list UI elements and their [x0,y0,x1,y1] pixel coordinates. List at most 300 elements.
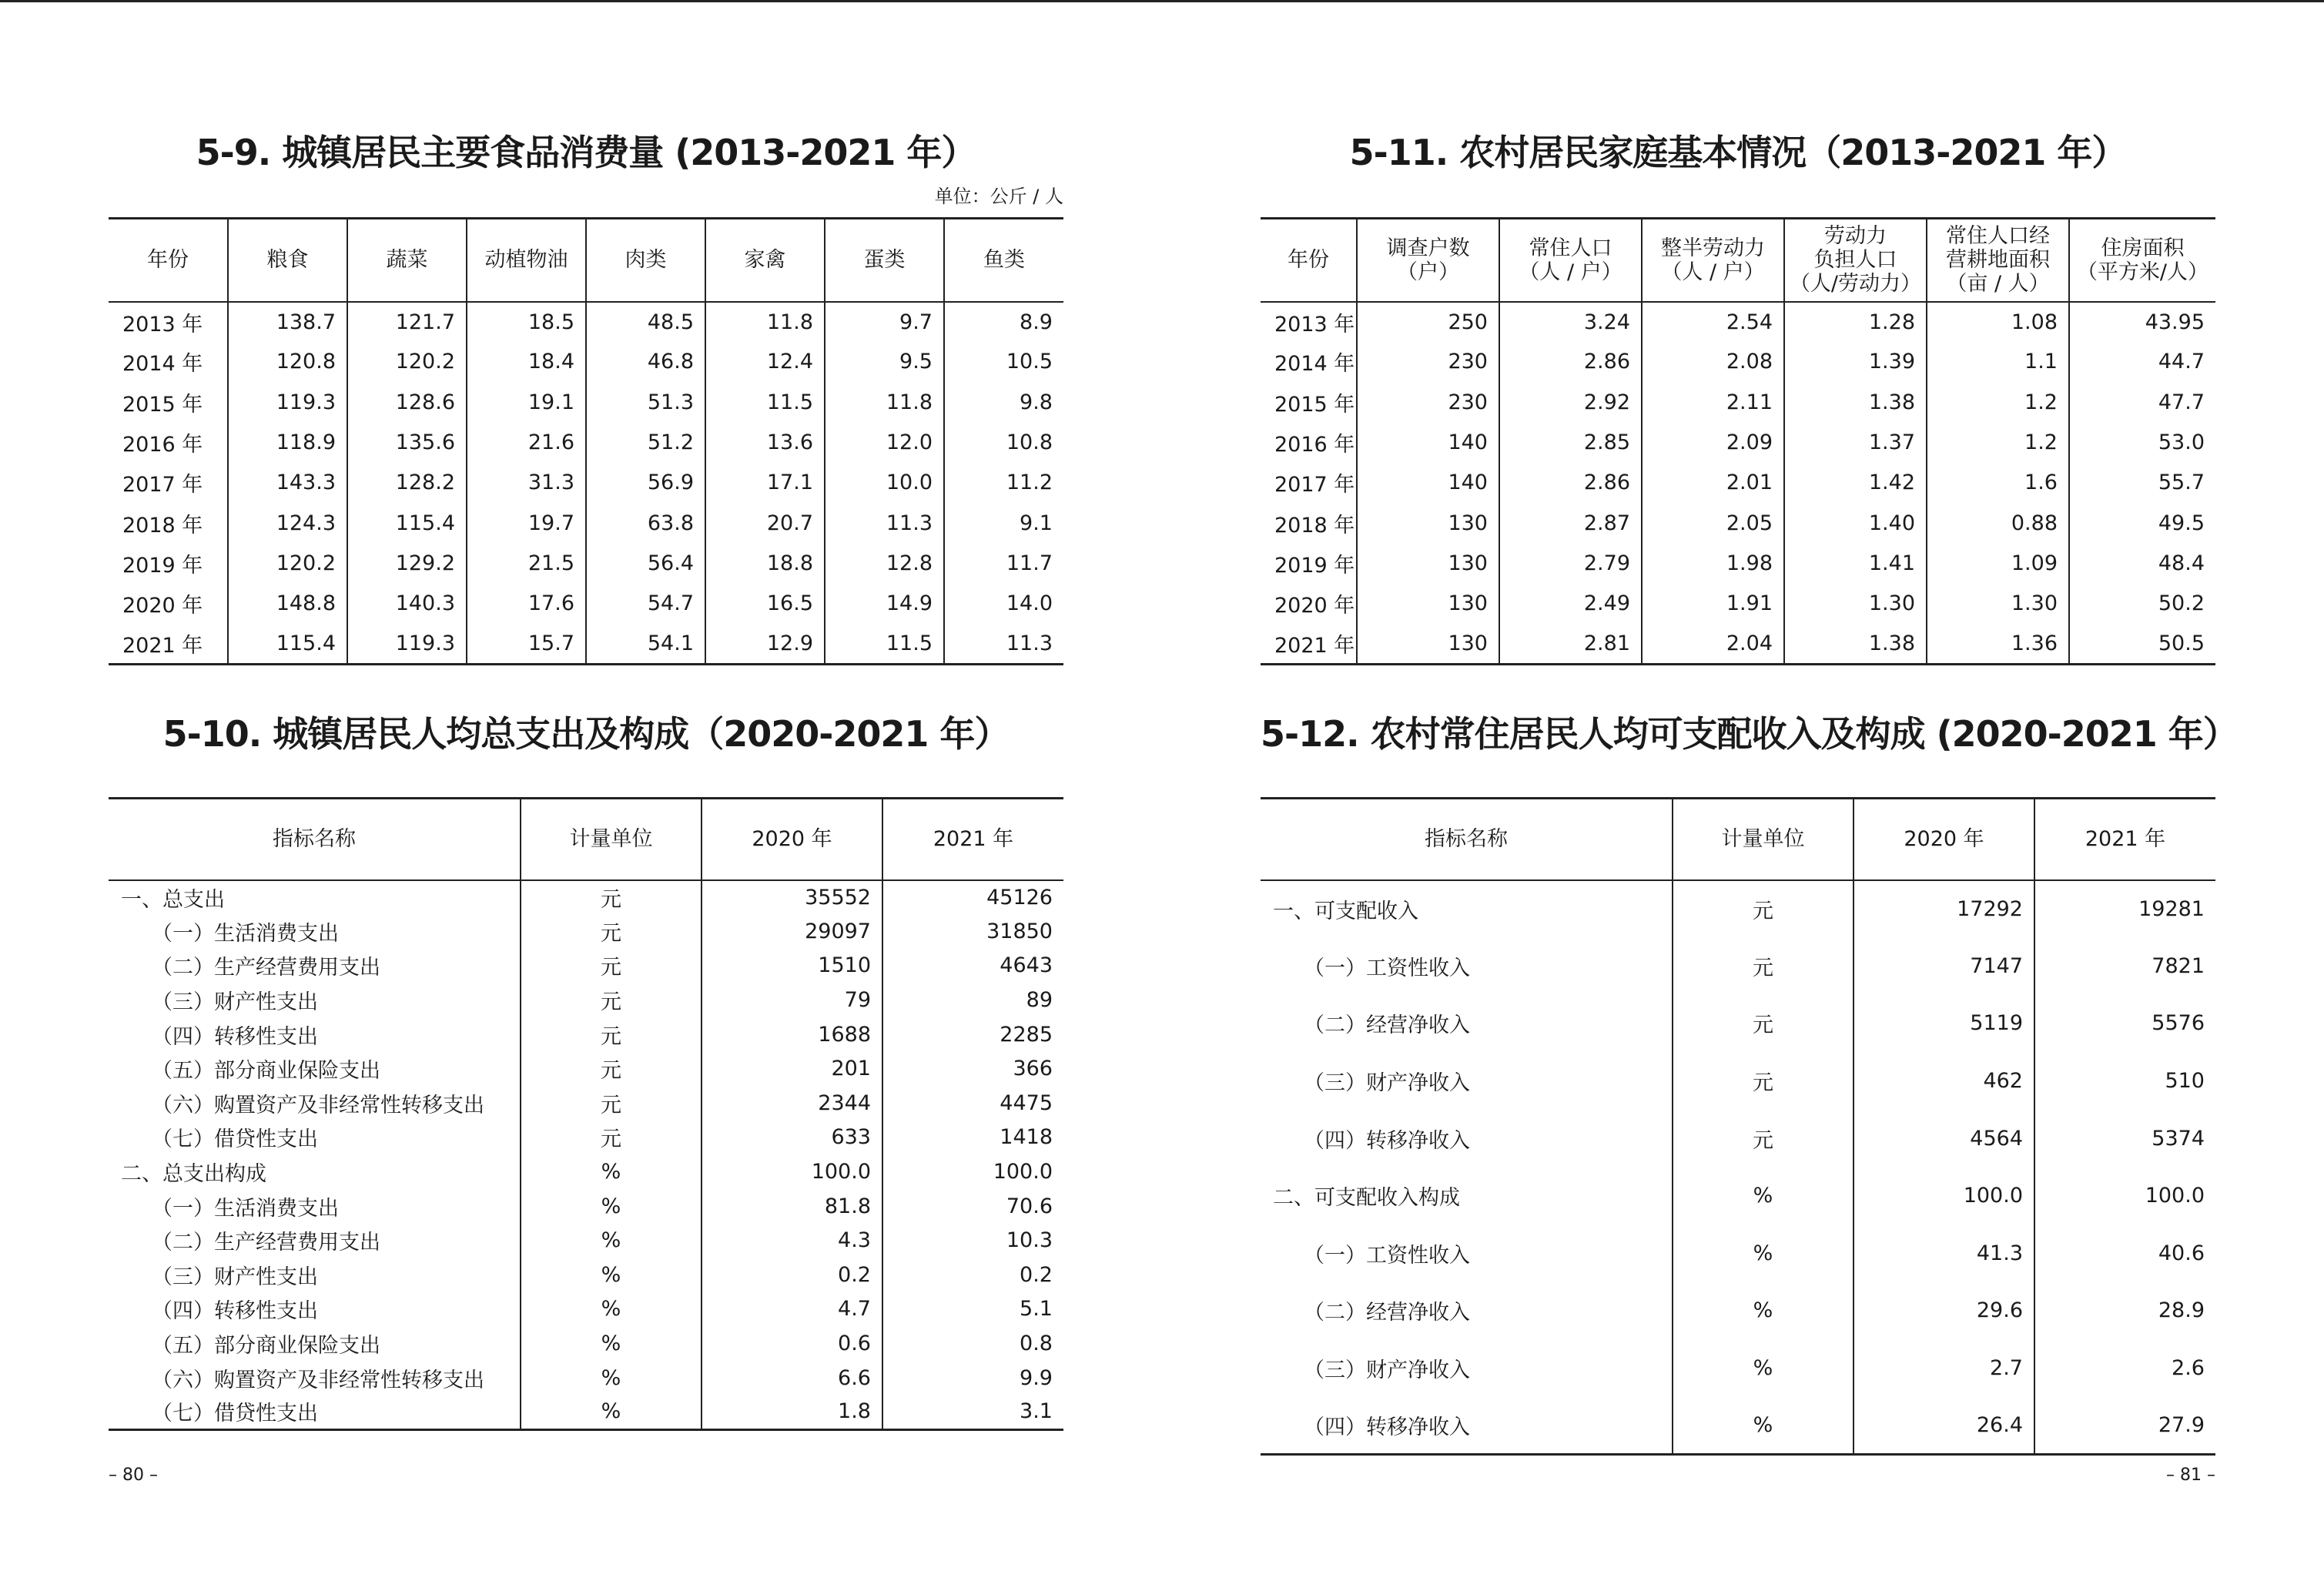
table-row [1261,543,2215,583]
table-cell: 11.5 [705,382,825,422]
table-row [1261,937,2215,995]
table-cell: 9.7 [825,302,944,342]
table-cell: % [1673,1339,1854,1397]
table-5-12 [1261,797,2215,1456]
table-cell: 100.0 [1854,1167,2034,1225]
table-cell: 17.6 [467,584,586,624]
table-cell: 1.40 [1784,503,1927,543]
table-cell: 元 [521,1086,702,1121]
table-row [1261,1339,2215,1397]
table-cell: 元 [521,1121,702,1155]
table-cell: 7147 [1854,937,2034,995]
table-cell: 49.5 [2158,511,2205,535]
table-cell: 元 [1673,995,1854,1053]
table-row [109,503,1063,543]
table-5-9-unit: 单位：公斤 / 人 [934,186,1063,207]
table-cell: 11.2 [1006,471,1053,495]
table-cell: 10.5 [1006,350,1053,374]
table-cell: 1.36 [1927,624,2069,664]
top-border [0,0,2324,2]
table-cell: 118.9 [228,422,347,462]
table-cell: 18.4 [467,342,586,382]
table-cell: 1.1 [1927,342,2069,382]
table-cell: 115.4 [228,624,347,664]
column-header: 年份 [1261,219,1357,302]
table-row [109,543,1063,583]
table-cell: 2020 年 [1261,584,1357,624]
table-cell: 119.3 [347,624,467,664]
table-cell: 26.4 [1854,1397,2034,1455]
table-5-12-title: 5-12. 农村常住居民人均可支配收入及构成 (2020-2021 年） [1261,713,2238,755]
table-cell: 2018 年 [109,503,228,543]
table-cell: 510 [2165,1069,2205,1094]
column-header: 2020 年 [1854,799,2034,880]
table-cell: 11.3 [1006,631,1053,655]
table-cell: （三）财产净收入 [1261,1052,1673,1110]
table-cell: 14.9 [825,584,944,624]
table-cell: 48.5 [586,302,705,342]
table-cell: 130 [1357,584,1499,624]
table-cell: 2.92 [1499,382,1642,422]
table-5-9 [109,217,1063,665]
table-cell: 1.6 [1927,463,2069,503]
column-header: 年份 [109,219,228,302]
table-cell: 2285 [1000,1022,1053,1047]
table-cell: 元 [1673,880,1854,938]
table-cell: 10.0 [825,463,944,503]
column-header: 蛋类 [825,219,944,302]
table-cell: 55.7 [2158,471,2205,495]
table-cell: （一）生活消费支出 [109,1189,521,1224]
table-row [109,1121,1063,1155]
column-header: 指标名称 [109,799,521,880]
table-cell: 47.7 [2158,390,2205,414]
table-cell: 1418 [1000,1125,1053,1150]
table-cell: 2.87 [1499,503,1642,543]
table-row [109,880,1063,915]
table-cell: （三）财产净收入 [1261,1339,1673,1397]
table-row [1261,995,2215,1053]
column-header: 指标名称 [1261,799,1673,880]
table-cell: 130 [1357,503,1499,543]
table-cell: 2.09 [1642,422,1784,462]
column-header: 调查户数 （户） [1357,219,1499,302]
table-cell: （二）生产经营费用支出 [109,1223,521,1258]
table-cell: 148.8 [228,584,347,624]
page-number-right: – 81 – [2166,1466,2215,1485]
table-cell: 3.24 [1499,302,1642,342]
table-cell: 140 [1357,463,1499,503]
table-cell: 2344 [702,1086,882,1121]
table-cell: 201 [702,1051,882,1086]
table-cell: 53.0 [2158,431,2205,455]
table-cell: 366 [1013,1057,1053,1081]
table-row [1261,382,2215,422]
table-cell: 元 [521,983,702,1017]
table-cell: 5119 [1854,995,2034,1053]
table-cell: （六）购置资产及非经常性转移支出 [109,1361,521,1395]
table-cell: 0.6 [702,1326,882,1361]
table-cell: 28.9 [2158,1298,2205,1323]
table-cell: 128.2 [347,463,467,503]
table-cell: 12.4 [705,342,825,382]
table-cell: 8.9 [1020,310,1053,334]
table-5-12-section [1261,697,2238,1448]
table-cell: 18.8 [705,543,825,583]
table-cell: 2018 年 [1261,503,1357,543]
table-cell: 119.3 [228,382,347,422]
table-cell: （七）借贷性支出 [109,1395,521,1429]
table-row [109,983,1063,1017]
table-cell: （四）转移净收入 [1261,1110,1673,1168]
table-cell: 1688 [702,1017,882,1052]
table-cell: （二）生产经营费用支出 [109,949,521,983]
table-cell: 2020 年 [109,584,228,624]
table-cell: 2.11 [1642,382,1784,422]
table-cell: 1.41 [1784,543,1927,583]
table-cell: 0.2 [1020,1262,1053,1287]
table-cell: 45126 [986,885,1053,910]
table-row [109,1223,1063,1258]
table-cell: 250 [1357,302,1499,342]
table-cell: （三）财产性支出 [109,1258,521,1292]
table-row [1261,584,2215,624]
table-row [1261,624,2215,664]
table-cell: 89 [1026,988,1053,1013]
table-cell: 1.37 [1784,422,1927,462]
table-cell: 120.2 [347,342,467,382]
table-cell: 31850 [986,919,1053,943]
column-header: 蔬菜 [347,219,467,302]
table-cell: 2014 年 [1261,342,1357,382]
column-header: 常住人口经 营耕地面积 （亩 / 人） [1927,219,2069,302]
table-cell: % [521,1154,702,1189]
table-cell: % [1673,1397,1854,1455]
table-cell: 1.91 [1642,584,1784,624]
table-cell: 1.42 [1784,463,1927,503]
table-cell: 2.86 [1499,342,1642,382]
table-cell: % [521,1292,702,1327]
table-cell: 1.39 [1784,342,1927,382]
table-cell: 1.8 [702,1395,882,1429]
table-cell: 121.7 [347,302,467,342]
table-cell: 2.08 [1642,342,1784,382]
table-cell: 2017 年 [109,463,228,503]
table-cell: （六）购置资产及非经常性转移支出 [109,1086,521,1121]
table-cell: 63.8 [586,503,705,543]
table-5-9-title: 5-9. 城镇居民主要食品消费量 (2013-2021 年） [196,132,976,173]
table-row [109,1154,1063,1189]
table-cell: 1.28 [1784,302,1927,342]
table-row [109,584,1063,624]
table-cell: 50.2 [2158,591,2205,616]
table-cell: （二）经营净收入 [1261,995,1673,1053]
table-row [1261,1110,2215,1168]
table-row [109,624,1063,664]
table-cell: 9.8 [1020,390,1053,414]
table-cell: 129.2 [347,543,467,583]
table-cell: 9.9 [1020,1365,1053,1390]
table-cell: 12.8 [825,543,944,583]
table-cell: 1.30 [1784,584,1927,624]
table-cell: % [1673,1282,1854,1340]
table-row [1261,1225,2215,1282]
column-header: 家禽 [705,219,825,302]
page-number-left: – 80 – [109,1466,158,1485]
table-cell: 5576 [2152,1011,2205,1036]
table-cell: 44.7 [2158,350,2205,374]
table-cell: 二、可支配收入构成 [1261,1167,1673,1225]
table-cell: 56.4 [586,543,705,583]
table-5-10-section [109,697,1063,1448]
table-cell: % [1673,1225,1854,1282]
table-cell: 2019 年 [1261,543,1357,583]
table-row [109,1395,1063,1429]
table-row [109,1292,1063,1327]
table-cell: 56.9 [586,463,705,503]
table-cell: 元 [521,1051,702,1086]
table-cell: 5.1 [1020,1297,1053,1322]
table-cell: % [521,1361,702,1395]
table-cell: 43.95 [2145,310,2205,334]
table-cell: 54.1 [586,624,705,664]
table-cell: 40.6 [2158,1241,2205,1265]
table-cell: 70.6 [1006,1194,1053,1218]
table-cell: 元 [521,1017,702,1052]
table-cell: 14.0 [1006,591,1053,616]
table-cell: 18.5 [467,302,586,342]
table-row [1261,463,2215,503]
table-cell: 2.81 [1499,624,1642,664]
table-cell: （四）转移性支出 [109,1017,521,1052]
table-cell: 2.86 [1499,463,1642,503]
table-cell: 2015 年 [109,382,228,422]
table-cell: 1.38 [1784,382,1927,422]
table-5-9-section [109,116,1063,678]
table-cell: % [521,1326,702,1361]
table-cell: 2.05 [1642,503,1784,543]
table-cell: （一）生活消费支出 [109,914,521,949]
table-row [109,302,1063,342]
table-cell: 2016 年 [1261,422,1357,462]
table-cell: 120.8 [228,342,347,382]
table-cell: 50.5 [2158,631,2205,655]
table-5-11 [1261,217,2215,665]
table-cell: 135.6 [347,422,467,462]
table-cell: 1.38 [1784,624,1927,664]
table-cell: 120.2 [228,543,347,583]
table-cell: 0.2 [702,1258,882,1292]
table-cell: （一）工资性收入 [1261,1225,1673,1282]
table-cell: 54.7 [586,584,705,624]
table-cell: 2.04 [1642,624,1784,664]
table-cell: 15.7 [467,624,586,664]
table-row [1261,1052,2215,1110]
table-cell: 17292 [1854,880,2034,938]
table-5-11-title: 5-11. 农村居民家庭基本情况（2013-2021 年） [1349,132,2127,173]
table-cell: 9.1 [1020,511,1053,535]
table-cell: 115.4 [347,503,467,543]
table-cell: 230 [1357,382,1499,422]
table-cell: 12.0 [825,422,944,462]
column-header: 2021 年 [933,827,1014,852]
table-cell: 1.30 [1927,584,2069,624]
column-header: 2021 年 [2085,827,2166,852]
table-cell: 100.0 [702,1154,882,1189]
table-cell: 1.2 [1927,382,2069,422]
table-cell: 11.8 [825,382,944,422]
table-cell: 1510 [702,949,882,983]
table-cell: 2021 年 [1261,624,1357,664]
table-cell: 13.6 [705,422,825,462]
table-row [1261,503,2215,543]
table-cell: （五）部分商业保险支出 [109,1051,521,1086]
table-cell: 元 [1673,1052,1854,1110]
table-cell: 11.8 [705,302,825,342]
table-cell: 81.8 [702,1189,882,1224]
table-cell: （四）转移净收入 [1261,1397,1673,1455]
table-cell: 2014 年 [109,342,228,382]
table-row [1261,880,2215,938]
table-cell: 10.3 [1006,1228,1053,1253]
table-5-11-section [1261,116,2215,678]
table-cell: 48.4 [2158,551,2205,575]
table-cell: 20.7 [705,503,825,543]
table-cell: 11.3 [825,503,944,543]
table-cell: 21.6 [467,422,586,462]
table-row [109,1086,1063,1121]
table-cell: 10.8 [1006,431,1053,455]
table-cell: （二）经营净收入 [1261,1282,1673,1340]
table-cell: 27.9 [2158,1412,2205,1437]
table-cell: 1.98 [1642,543,1784,583]
table-row [109,914,1063,949]
table-cell: 2013 年 [109,302,228,342]
table-cell: % [521,1223,702,1258]
table-cell: 7821 [2152,953,2205,978]
table-cell: 51.3 [586,382,705,422]
table-cell: 5374 [2152,1126,2205,1151]
table-cell: 633 [702,1121,882,1155]
table-cell: 4564 [1854,1110,2034,1168]
table-cell: 2021 年 [109,624,228,664]
table-cell: % [521,1189,702,1224]
table-cell: 21.5 [467,543,586,583]
table-cell: 143.3 [228,463,347,503]
table-cell: （五）部分商业保险支出 [109,1326,521,1361]
table-cell: 462 [1854,1052,2034,1110]
table-5-10-title: 5-10. 城镇居民人均总支出及构成（2020-2021 年） [162,713,1010,755]
table-cell: 2.7 [1854,1339,2034,1397]
table-cell: 100.0 [2145,1184,2205,1208]
table-cell: 19281 [2138,896,2205,921]
table-cell: 1.2 [1927,422,2069,462]
table-row [1261,422,2215,462]
table-cell: 11.7 [1006,551,1053,575]
table-cell: 79 [702,983,882,1017]
table-cell: 29097 [702,914,882,949]
table-5-10 [109,797,1063,1431]
table-cell: （四）转移性支出 [109,1292,521,1327]
table-cell: 29.6 [1854,1282,2034,1340]
table-cell: 2.79 [1499,543,1642,583]
table-cell: 2.85 [1499,422,1642,462]
table-cell: 2013 年 [1261,302,1357,342]
column-header: 2020 年 [702,799,882,880]
table-cell: （三）财产性支出 [109,983,521,1017]
table-cell: 128.6 [347,382,467,422]
table-cell: 元 [1673,937,1854,995]
table-cell: % [521,1395,702,1429]
table-cell: 元 [521,949,702,983]
table-row [109,1189,1063,1224]
column-header: 计量单位 [1673,799,1854,880]
table-row [109,1017,1063,1052]
table-cell: 138.7 [228,302,347,342]
table-row [1261,1167,2215,1225]
table-cell: % [1673,1167,1854,1225]
table-row [109,463,1063,503]
table-row [109,1258,1063,1292]
table-cell: 二、总支出构成 [109,1154,521,1189]
table-cell: % [521,1258,702,1292]
table-row [1261,1282,2215,1340]
table-cell: 一、可支配收入 [1261,880,1673,938]
column-header: 计量单位 [521,799,702,880]
table-cell: 4.3 [702,1223,882,1258]
table-cell: 130 [1357,624,1499,664]
table-cell: 51.2 [586,422,705,462]
table-cell: 2.54 [1642,302,1784,342]
table-cell: 2.01 [1642,463,1784,503]
table-cell: 130 [1357,543,1499,583]
column-header: 整半劳动力 （人 / 户） [1642,219,1784,302]
table-cell: 4.7 [702,1292,882,1327]
table-cell: 一、总支出 [109,880,521,915]
column-header: 肉类 [586,219,705,302]
table-cell: 元 [1673,1110,1854,1168]
column-header: 常住人口 （人 / 户） [1499,219,1642,302]
table-cell: 2016 年 [109,422,228,462]
table-row [109,949,1063,983]
table-cell: 元 [521,880,702,915]
table-cell: 35552 [702,880,882,915]
table-cell: 140 [1357,422,1499,462]
table-cell: 17.1 [705,463,825,503]
table-cell: 4643 [1000,953,1053,978]
table-row [109,422,1063,462]
table-cell: 0.8 [1020,1332,1053,1356]
table-cell: 2015 年 [1261,382,1357,422]
table-cell: 19.1 [467,382,586,422]
table-cell: 19.7 [467,503,586,543]
column-header: 住房面积 （平方米/人） [2076,236,2209,284]
table-row [1261,1397,2215,1455]
table-row [1261,342,2215,382]
table-cell: 12.9 [705,624,825,664]
table-cell: 100.0 [993,1160,1053,1184]
table-cell: 元 [521,914,702,949]
table-cell: 9.5 [825,342,944,382]
table-cell: 6.6 [702,1361,882,1395]
column-header: 粮食 [228,219,347,302]
table-cell: 16.5 [705,584,825,624]
table-row [109,382,1063,422]
table-cell: 3.1 [1020,1399,1053,1424]
column-header: 鱼类 [983,248,1025,273]
table-row [1261,302,2215,342]
table-row [109,1051,1063,1086]
